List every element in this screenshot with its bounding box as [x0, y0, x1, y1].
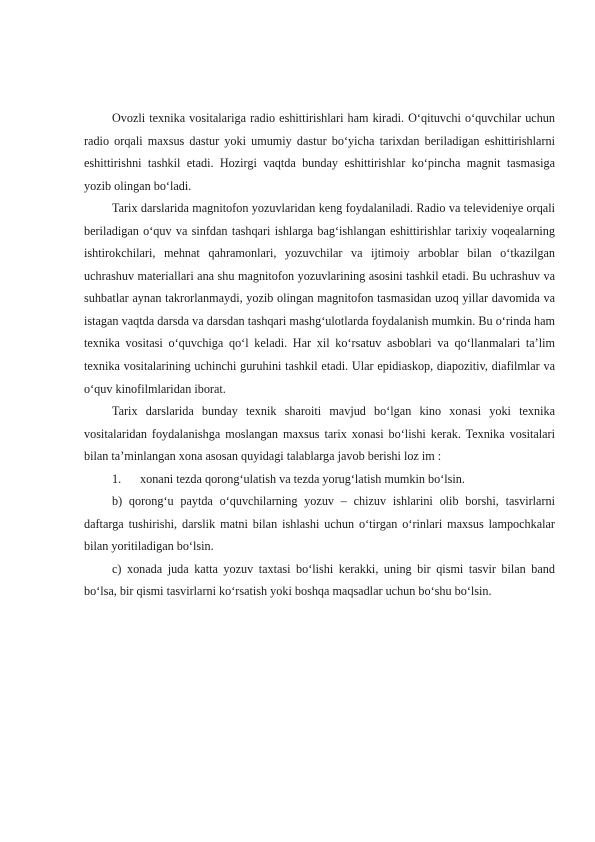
paragraph-b: b) qorong‘u paytda o‘quvchilarning yozuv – chizuv ishlarini olib borshi, tasvirlarni daftarga tushirishi, darslik matni bilan ishlashi uchun o‘tirgan o‘rinlari maxsus lampochkalar bilan yoritiladigan bo‘lsin. — [84, 494, 555, 554]
list-item-1 — [84, 468, 555, 491]
paragraph-radio: Ovozli texnika vositalariga radio eshittirishlari ham kiradi. O‘qituvchi o‘quvchilar uchun radio orqali maxsus dastur yoki umumiy dastur bo‘yicha tarixdan beriladigan eshittirishlarni eshittirishni tashkil etadi. Hozirgi vaqtda bunday eshittirishlar ko‘pincha magnit tasmasiga yozib olingan bo‘ladi. — [84, 111, 555, 193]
list-number: 1. — [112, 471, 122, 486]
paragraph-magnitofon: Tarix darslarida magnitofon yozuvlaridan keng foydalaniladi. Radio va televideniye orqali beriladigan o‘quv va sinfdan tashqari ishlarga bag‘ishlangan eshittirishlar tarixiy voqealarning ishtirokchilari, mehnat qahramonlari, yozuvchilar va ijtimoiy arboblar bilan o‘tkazilgan uchrashuv materiallari ana shu magnitofon yozuvlarining asosini tashkil etadi. Bu uchrashuv va suhbatlar aynan takrorlanmaydi, yozib olingan magnitofon tasmasidan uzoq yillar davomida va istagan vaqtda darsda va darsdan tashqari mashg‘ulotlarda foydalanish mumkin. Bu o‘rinda ham texnika vositasi o‘quvchiga qo‘l keladi. Har xil ko‘rsatuv asboblari va qo‘llanmalari ta’lim texnika vositalarining uchinchi guruhini tashkil etadi. Ular epidiaskop, diapozitiv, diafilmlar va o‘quv kinofilmlaridan iborat. — [84, 201, 555, 396]
document-page — [84, 107, 555, 603]
list-text: xonani tezda qorong‘ulatish va tezda yorug‘latish mumkin bo‘lsin. — [140, 471, 465, 486]
paragraph-requirements: Tarix darslarida bunday texnik sharoiti mavjud bo‘lgan kino xonasi yoki texnika vositalaridan foydalanishga moslangan maxsus tarix xonasi bo‘lishi kerak. Texnika vositalari bilan ta’minlangan xona asosan quyidagi talablarga javob berishi loz im : — [84, 404, 555, 464]
paragraph-c: c) xonada juda katta yozuv taxtasi bo‘lishi kerakki, uning bir qismi tasvir bilan band bo‘lsa, bir qismi tasvirlarni ko‘rsatish yoki boshqa maqsadlar uchun bo‘shu bo‘lsin. — [84, 561, 555, 599]
